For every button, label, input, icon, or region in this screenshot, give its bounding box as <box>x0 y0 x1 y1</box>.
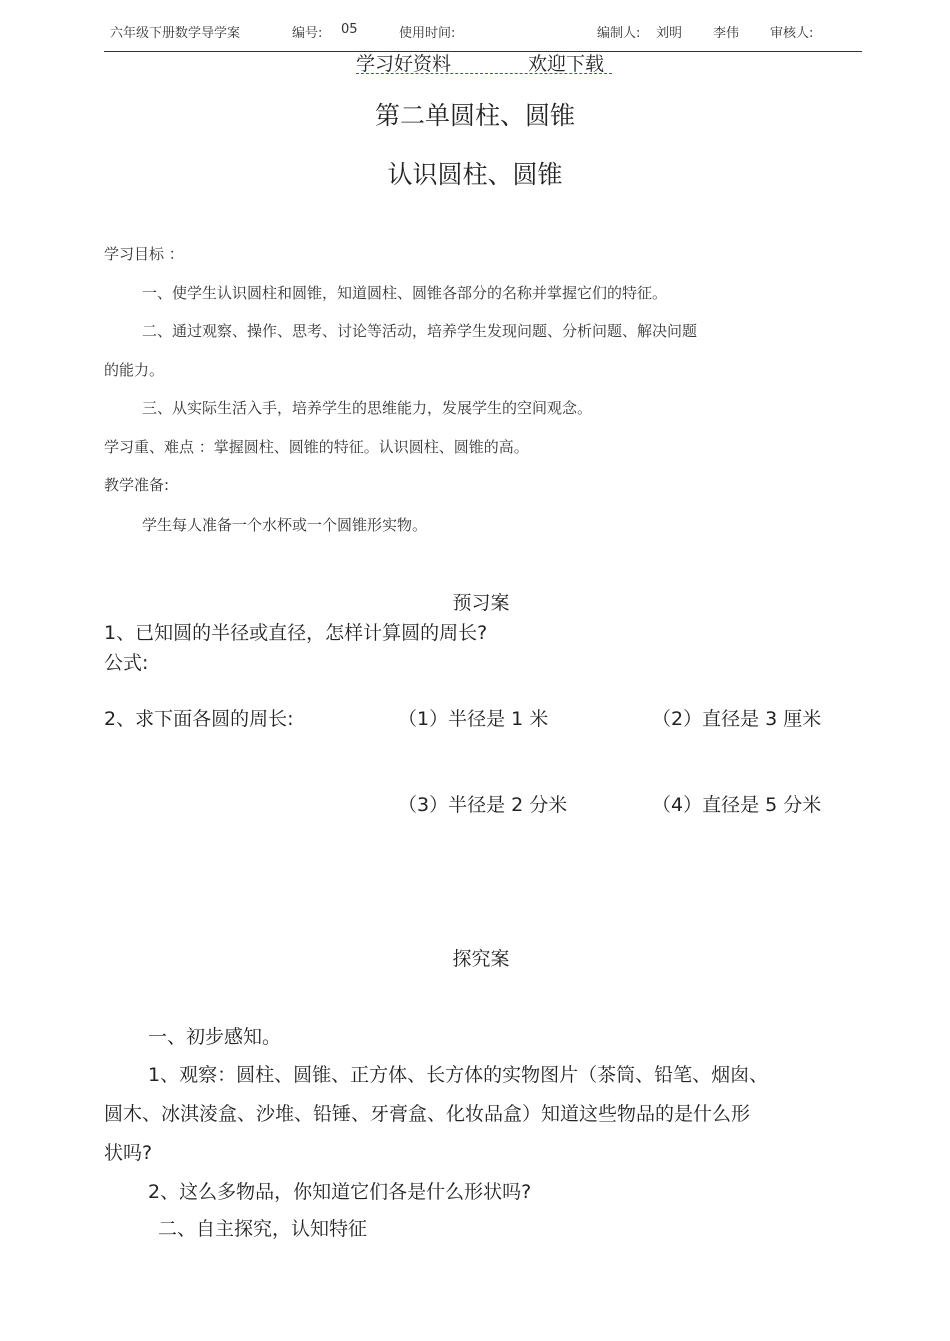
banner-underline <box>356 73 612 74</box>
preview-problem-1: （1）半径是 1 米 <box>398 708 549 730</box>
unit-title: 第二单圆柱、圆锥 <box>374 101 575 130</box>
header-reviewer-label: 审核人: <box>770 26 814 41</box>
preview-question-2: 2、求下面各圆的周长: <box>104 708 294 730</box>
explore-step-1-q1-line1: 1、观察：圆柱、圆锥、正方体、长方体的实物图片（茶筒、铅笔、烟囱、 <box>148 1064 769 1086</box>
header-editor-2: 李伟 <box>713 26 740 41</box>
header-number-value: 05 <box>341 22 358 37</box>
explore-heading: 探究案 <box>452 948 510 970</box>
preview-formula: 公式: <box>104 652 149 674</box>
preview-problem-3: （3）半径是 2 分米 <box>398 794 568 816</box>
header-course: 六年级下册数学导学案 <box>110 26 241 41</box>
explore-step-1-q2: 2、这么多物品，你知道它们各是什么形状吗? <box>148 1181 532 1203</box>
preview-problem-2: （2）直径是 3 厘米 <box>652 708 822 730</box>
banner-right: 欢迎下载 <box>528 53 605 75</box>
objective-1: 一、使学生认识圆柱和圆锥，知道圆柱、圆锥各部分的名称并掌握它们的特征。 <box>142 284 668 302</box>
preparation-heading: 教学准备: <box>104 476 170 494</box>
preview-question-1: 1、已知圆的半径或直径，怎样计算圆的周长? <box>104 622 488 644</box>
header-rule <box>104 51 862 52</box>
explore-step-2: 二、自主探究，认知特征 <box>158 1218 368 1240</box>
preview-heading: 预习案 <box>452 592 510 614</box>
explore-step-1: 一、初步感知。 <box>148 1026 282 1048</box>
objective-3: 三、从实际生活入手，培养学生的思维能力，发展学生的空间观念。 <box>142 399 593 417</box>
key-points: 学习重、难点 ：掌握圆柱、圆锥的特征。认识圆柱、圆锥的高。 <box>104 438 529 456</box>
header-number-label: 编号: <box>292 26 323 41</box>
preview-problem-4: （4）直径是 5 分米 <box>652 794 822 816</box>
banner-left: 学习好资料 <box>356 53 452 75</box>
lesson-title: 认识圆柱、圆锥 <box>387 160 563 189</box>
header-time-label: 使用时间: <box>399 26 456 41</box>
header-editor-1: 刘明 <box>656 26 683 41</box>
explore-step-1-q1-line2: 圆木、冰淇淩盒、沙堆、铅锤、牙膏盒、化妆品盒）知道这些物品的是什么形 <box>104 1103 751 1125</box>
objectives-heading: 学习目标 ： <box>104 245 184 263</box>
explore-step-1-q1-line3: 状吗? <box>104 1142 153 1164</box>
objective-2-line1: 二、通过观察、操作、思考、讨论等活动，培养学生发现问题、分析问题、解决问题 <box>142 322 698 340</box>
header-editor-label: 编制人: <box>597 26 641 41</box>
preparation-text: 学生每人准备一个水杯或一个圆锥形实物。 <box>142 516 428 534</box>
objective-2-line2: 的能力。 <box>104 361 165 379</box>
